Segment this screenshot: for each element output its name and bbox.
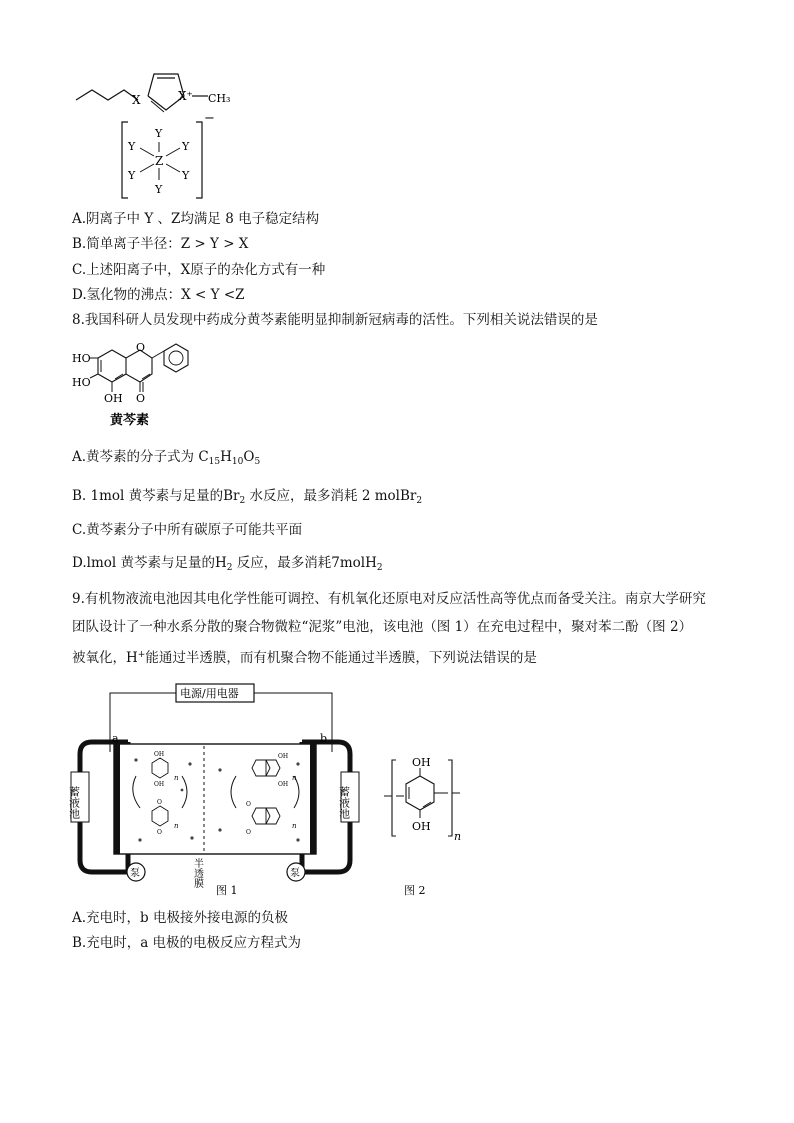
q7-y-ur: Y (182, 140, 190, 153)
left-bottom-o-2: O (157, 829, 162, 836)
fig2-n: n (454, 830, 462, 843)
q9-stem-line1: 9.有机物液流电池因其电化学性能可调控、有机氧化还原电对反应活性高等优点而备受关注。南京大学研究 (72, 591, 706, 607)
q7-x-right: X⁺ (178, 89, 193, 103)
right-top-n: n (292, 774, 297, 782)
power-supply-label: 电源/用电器 (180, 687, 239, 700)
fig2-caption: 图 2 (404, 884, 426, 897)
right-bottom-o-2: O (246, 829, 251, 836)
electrode-b: b (320, 732, 328, 745)
q7-anion-charge: − (204, 111, 215, 126)
left-top-oh-2: OH (154, 781, 165, 788)
left-top-oh: OH (154, 751, 165, 758)
q7-y-top: Y (155, 127, 163, 140)
q8-stem: 8.我国科研人员发现中药成分黄芩素能明显抑制新冠病毒的活性。下列相关说法错误的是 (72, 312, 598, 328)
q8-carbonyl-o: O (136, 392, 146, 405)
q7-option-b: B.简单离子半径：Z > Y > X (72, 236, 249, 252)
right-top-oh: OH (278, 753, 289, 760)
q7-y-ll: Y (128, 169, 136, 182)
q8-ho-2: HO (72, 376, 91, 389)
q7-y-lr: Y (182, 169, 190, 182)
q9-stem-line2: 团队设计了一种水系分散的聚合物微粒“泥浆”电池，该电池（图 1）在充电过程中，聚对苯二酚（图 2） (72, 619, 693, 635)
pump-left-label: 泵 (130, 868, 140, 879)
right-bottom-n: n (292, 822, 297, 830)
fig1-caption: 图 1 (216, 884, 238, 897)
right-bottom-o: O (246, 801, 251, 808)
q8-option-d: D.lmol 黄芩素与足量的$H_2$ 反应，最多消耗7molH$_2$ (72, 555, 383, 573)
q7-option-d: D.氢化物的沸点：X < Y <Z (72, 287, 245, 303)
fig2-oh-top: OH (412, 756, 431, 769)
q9-option-b: B.充电时，a 电极的电极反应方程式为 (72, 935, 302, 951)
fig2-oh-bottom: OH (412, 820, 431, 833)
electrode-a: a (112, 732, 119, 745)
left-bottom-o: O (157, 799, 162, 806)
q7-methyl: CH₃ (208, 92, 231, 105)
q7-z: Z (155, 154, 164, 168)
q8-option-b: B. 1mol 黄芩素与足量的$Br_2$ 水反应，最多消耗 2 molBr$_2$ (72, 488, 423, 506)
q8-option-c: C.黄芩素分子中所有碳原子可能共平面 (72, 522, 303, 538)
q7-structure (68, 38, 268, 203)
q9-option-a: A.充电时，b 电极接外接电源的负极 (72, 910, 288, 926)
q7-x-left: X (132, 93, 141, 107)
right-top-oh-2: OH (278, 781, 289, 788)
q8-name: 黄芩素 (110, 413, 150, 428)
q8-ho-1: HO (72, 352, 91, 365)
pump-right-label: 泵 (290, 868, 300, 879)
q8-option-a: A.黄芩素的分子式为 $C_{15}H_{10}O_5$ (72, 449, 261, 467)
q9-figure (67, 680, 490, 902)
q7-y-ul: Y (128, 140, 136, 153)
tank-left-label: 蓄液池 (67, 786, 81, 819)
q8-ring-o: O (136, 341, 146, 354)
left-top-n: n (174, 774, 179, 782)
q7-option-a: A.阴离子中 Y 、Z均满足 8 电子稳定结构 (72, 211, 320, 227)
tank-right-label: 蓄液池 (337, 786, 351, 819)
q7-y-bottom: Y (155, 183, 163, 196)
left-bottom-n: n (174, 822, 179, 830)
q7-option-c: C.上述阳离子中，X原子的杂化方式有一种 (72, 262, 326, 278)
q9-stem-line3: 被氧化，H+能通过半透膜，而有机聚合物不能通过半透膜，下列说法错误的是 (72, 650, 537, 666)
q8-baicalein-structure (72, 336, 212, 430)
membrane-label: 半透膜 (191, 858, 203, 888)
q8-oh-3: OH (104, 392, 123, 405)
